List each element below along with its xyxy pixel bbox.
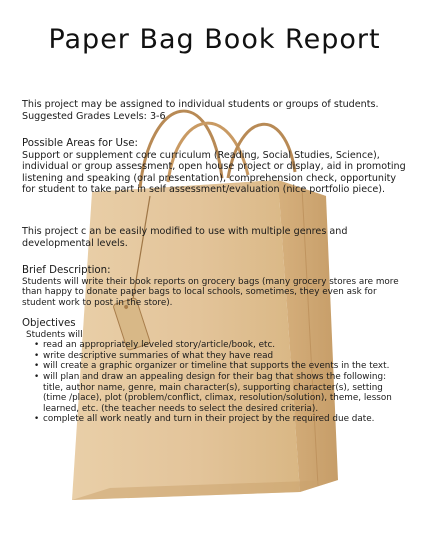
possible-areas-section [22, 138, 407, 196]
objective-item: • will plan and draw an appealing design for their bag that shows the following: title, author name, genre, main character(s), supporting character(s), setting (time /place), plot (problem/conflict, climax, resolution/solution), theme, lesson learned, etc. (the teacher needs to select the desired criteria). [34, 372, 407, 414]
possible-areas-heading: Possible Areas for Use: [22, 138, 138, 149]
page-title: Paper Bag Book Report [48, 24, 381, 55]
objectives-heading: Objectives [22, 318, 76, 329]
objectives-list [22, 340, 407, 425]
objectives-section [22, 318, 407, 425]
modify-paragraph: This project c an be easily modified to use with multiple genres and developmental levels. [22, 226, 348, 249]
possible-areas-text: Support or supplement core curriculum (Reading, Social Studies, Science), individual or group assessment, open house project or display, aid in promoting listening and speaking (oral presentation), comprehension check, opportunity for student to take part in self assessment/evaluation (nice portfolio piece). [22, 149, 406, 196]
brief-description-section [22, 265, 407, 308]
intro-paragraph: This project may be assigned to individual students or groups of students. Suggested Grades Levels: 3-6 [22, 99, 379, 122]
objective-item: • will create a graphic organizer or timeline that supports the events in the text. [34, 361, 407, 372]
brief-description-heading: Brief Description: [22, 265, 111, 276]
objective-item: • complete all work neatly and turn in their project by the required due date. [34, 414, 407, 425]
objective-item: • read an appropriately leveled story/article/book, etc. [34, 340, 407, 351]
objective-item: • write descriptive summaries of what they have read [34, 351, 407, 362]
objectives-lead: Students will [26, 329, 83, 340]
brief-description-text: Students will write their book reports on grocery bags (many grocery stores are more than happy to donate paper bags to local schools, sometimes, they even ask for student work to post in the store). [22, 276, 399, 308]
